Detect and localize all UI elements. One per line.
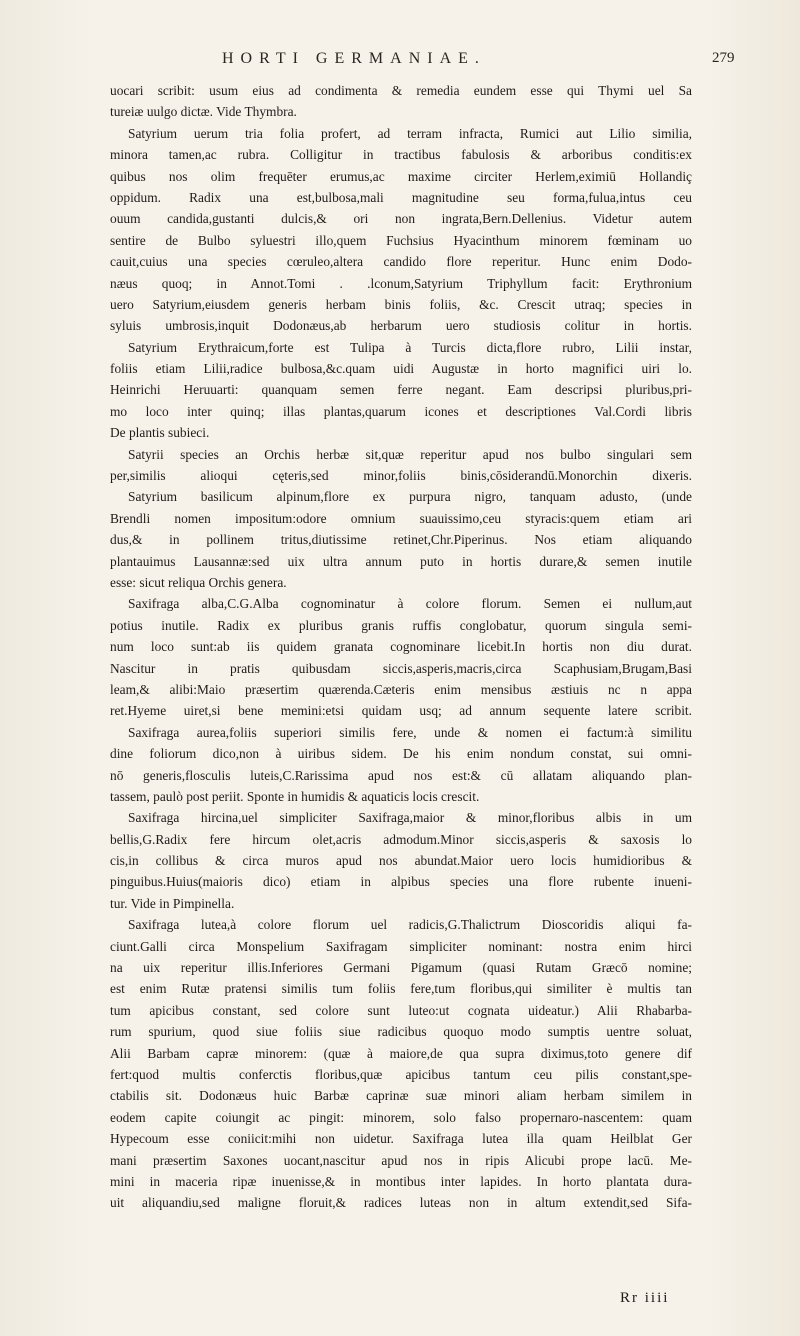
text-line: syluis umbrosis,inquit Dodonæus,ab herbarum uero studiosis colitur in hortis. — [110, 318, 692, 334]
text-line: nō generis,flosculis luteis,C.Rarissima apud nos est:& cū allatam aliquando plan- — [110, 767, 692, 783]
text-line: fert:quod multis conferctis floribus,quæ apicibus tantum ceu pilis constant,spe- — [110, 1066, 692, 1082]
text-line: rum spurium, quod siue foliis siue radicibus quoquo modo sumptis uentre soluat, — [110, 1024, 692, 1040]
text-line: Saxifraga hircina,uel simpliciter Saxifraga,maior & minor,floribus albis in um — [128, 810, 692, 826]
text-line: De plantis subieci. — [110, 425, 210, 441]
text-line: est enim Rutæ pratensi similis tum foliis fere,tum floribus,qui similiter è multis tan — [110, 981, 692, 997]
text-line: Satyrium Erythraicum,forte est Tulipa à Turcis dicta,flore rubro, Lilii instar, — [128, 339, 692, 355]
text-line: potius inutile. Radix ex pluribus granis ruffis conglobatur, quorum singula semi- — [110, 617, 692, 633]
text-line: tassem, paulò post periit. Sponte in humidis & aquaticis locis crescit. — [110, 788, 480, 804]
text-line: Heinrichi Heruuarti: quanquam semen ferre negant. Eam descripsi pluribus,pri- — [110, 382, 692, 398]
text-line: tur. Vide in Pimpinella. — [110, 895, 235, 911]
text-line: Brendli nomen impositum:odore omnium suauissimo,ceu styracis:quem etiam ari — [110, 510, 692, 526]
text-line: dine foliorum dico,non à uiribus sidem. De his enim nondum constat, sui omni- — [110, 746, 692, 762]
text-line: mini in maceria ripæ inuenisse,& in montibus inter lapides. In horto plantata dura- — [110, 1173, 692, 1189]
signature-mark: Rr iiii — [620, 1290, 670, 1306]
text-line: Hypecoum esse coniicit:mihi non uidetur. Saxifraga lutea illa quam Heilblat Ger — [110, 1131, 692, 1147]
text-line: eodem capite coiungit ac pingit: minorem, solo falso propernaro-nascentem: quam — [110, 1109, 692, 1125]
running-head — [0, 50, 800, 76]
text-line: dus,& in pollinem tritus,diutissime retinet,Chr.Piperinus. Nos etiam aliquando — [110, 532, 692, 548]
text-line: ciunt.Galli circa Monspelium Saxifragam simpliciter nominant: nostra enim hirci — [110, 938, 692, 954]
text-line: næus quoq; in Annot.Tomi . .lconum,Satyrium Triphyllum facit: Erythronium — [110, 275, 692, 291]
text-line: foliis etiam Lilii,radice bulbosa,&c.quam uidi Augustæ in horto magnifici uiri lo. — [110, 361, 692, 377]
text-line: Satyrium basilicum alpinum,flore ex purpura nigro, tanquam adusto, (unde — [128, 489, 692, 505]
text-line: Alii Barbam capræ minorem: (quæ à maiore,de qua supra diximus,toto genere dif — [110, 1045, 692, 1061]
text-line: esse: sicut reliqua Orchis genera. — [110, 574, 287, 590]
text-line: Saxifraga lutea,à colore florum uel radicis,G.Thalictrum Dioscoridis aliqui fa- — [128, 917, 692, 933]
text-line: Satyrium uerum tria folia profert, ad terram infracta, Rumici aut Lilio similia, — [128, 125, 692, 141]
text-line: quibus nos olim frequēter erumus,ac maxime circiter Herlem,eximiū Hollandiç — [110, 168, 692, 184]
text-line: pinguibus.Huius(maioris dico) etiam in alpibus species una flore rubente inueni- — [110, 874, 692, 890]
text-line: tureiæ uulgo dictæ. Vide Thymbra. — [110, 104, 297, 120]
text-line: bellis,G.Radix fere hircum olet,acris admodum.Minor siccis,asperis & saxosis lo — [110, 831, 692, 847]
text-line: uero Satyrium,eiusdem generis herbam binis foliis, &c. Crescit utraq; species in — [110, 296, 692, 312]
text-line: num loco sunt:ab iis quidem granata cognominare licebit.In hortis non diu durat. — [110, 639, 692, 655]
text-line: oppidum. Radix una est,bulbosa,mali magnitudine seu forma,fulua,intus ceu — [110, 189, 692, 205]
running-head-title: HORTI GERMANIAE. — [222, 50, 486, 67]
text-line: mani præsertim Saxones uocant,nascitur apud nos in ripis Alicubi prope lacū. Me- — [110, 1152, 692, 1168]
text-line: ctabilis sit. Dodonæus huic Barbæ caprinæ suæ minori aliam herbam similem in — [110, 1088, 692, 1104]
page-number: 279 — [712, 50, 735, 66]
text-line: leam,& alibi:Maio præsertim quærenda.Cæteris enim mensibus æstiuis nc n appa — [110, 681, 692, 697]
text-line: plantauimus Lausannæ:sed uix ultra annum puto in hortis durare,& semen inutile — [110, 553, 692, 569]
text-line: tum apicibus constant, sed colore sunt luteo:ut cognata uideatur.) Alii Rhabarba- — [110, 1002, 692, 1018]
text-line: cauit,cuius una species cœruleo,altera candido flore reperitur. Hunc enim Dodo- — [110, 254, 692, 270]
text-line: Nascitur in pratis quibusdam siccis,asperis,macris,circa Scaphusiam,Brugam,Basi — [110, 660, 692, 676]
text-line: uocari scribit: usum eius ad condimenta & remedia eundem esse qui Thymi uel Sa — [110, 83, 692, 98]
text-line: cis,in collibus & circa muros apud nos abundat.Maior uero locis humidioribus & — [110, 853, 692, 869]
text-line: mo loco inter quinq; illas plantas,quarum icones et descriptiones Val.Cordi libris — [110, 403, 692, 419]
text-line: minora tamen,ac rubra. Colligitur in tractibus fabulosis & arboribus conditis:ex — [110, 147, 692, 163]
text-line: sentire de Bulbo syluestri illo,quem Fuchsius Hyacinthum minorem fœminam uo — [110, 232, 692, 248]
text-line: Saxifraga alba,C.G.Alba cognominatur à colore florum. Semen ei nullum,aut — [128, 596, 692, 612]
text-line: ouum candida,gustanti dulcis,& ori non ingrata,Bern.Dellenius. Videtur autem — [110, 211, 692, 227]
text-line: Satyrii species an Orchis herbæ sit,quæ reperitur apud nos bulbo singulari sem — [128, 446, 692, 462]
text-line: Saxifraga aurea,foliis superiori similis fere, unde & nomen ei factum:à similitu — [128, 724, 692, 740]
text-line: per,similis alioqui cęteris,sed minor,foliis binis,cōsiderandū.Monorchin dixeris. — [110, 468, 692, 484]
text-line: na uix reperitur illis.Inferiores Germani Pigamum (quasi Rutam Græcō nomine; — [110, 960, 692, 976]
body-text — [110, 80, 692, 1214]
text-line: uit aliquandiu,sed maligne floruit,& radices luteas non in altum extendit,sed Sifa- — [110, 1195, 692, 1211]
text-line: ret.Hyeme uiret,si bene memini:etsi quidam usq; ad annum sequente latere scribit. — [110, 703, 692, 719]
